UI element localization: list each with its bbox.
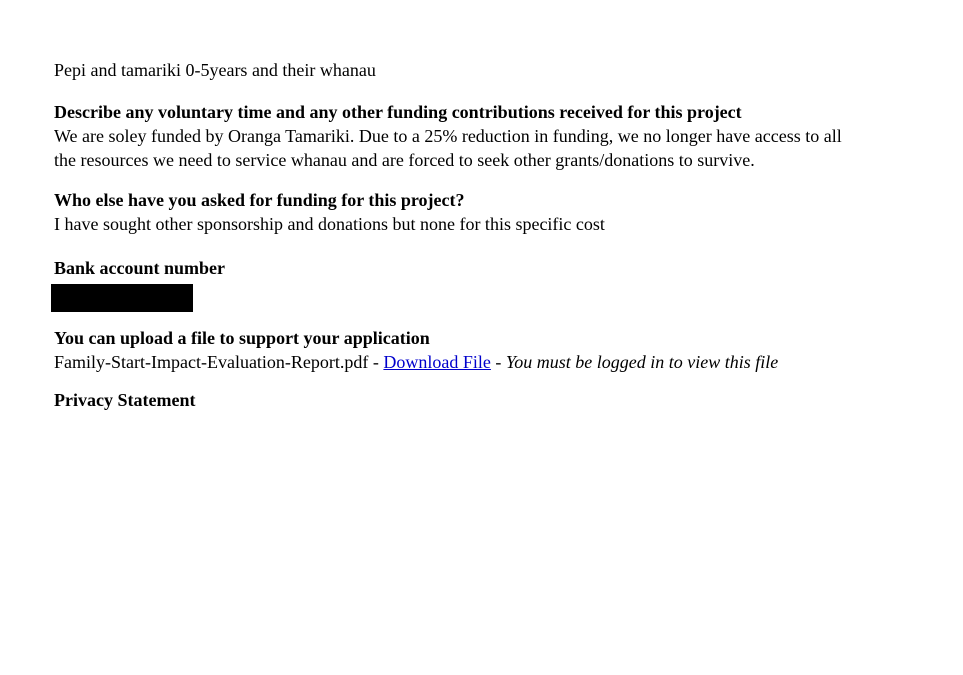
contributions-question: Describe any voluntary time and any other funding contributions received for this project [54, 102, 742, 122]
download-file-link[interactable]: Download File [383, 352, 491, 372]
contributions-section [54, 100, 854, 172]
application-document [54, 58, 854, 412]
bank-account-label: Bank account number [54, 258, 226, 278]
separator: - [490, 352, 506, 372]
target-group-text: Pepi and tamariki 0-5years and their whanau [54, 60, 376, 80]
privacy-section [54, 388, 854, 412]
bank-account-redaction [51, 284, 193, 312]
upload-file-line [54, 350, 854, 374]
other-funding-section [54, 188, 854, 236]
other-funding-answer: I have sought other sponsorship and donations but none for this specific cost [54, 214, 605, 234]
other-funding-question: Who else have you asked for funding for this project? [54, 190, 465, 210]
privacy-statement-label: Privacy Statement [54, 390, 196, 410]
separator: - [368, 352, 384, 372]
contributions-answer: We are soley funded by Oranga Tamariki. Due to a 25% reduction in funding, we no longer have access to all the resources we need to service whanau and are forced to seek other grants/donations to survive. [54, 126, 842, 170]
file-name: Family-Start-Impact-Evaluation-Report.pdf [54, 352, 369, 372]
bank-account-section [54, 256, 854, 312]
upload-label: You can upload a file to support your application [54, 328, 430, 348]
login-required-note: You must be logged in to view this file [505, 352, 779, 372]
upload-section [54, 326, 854, 374]
